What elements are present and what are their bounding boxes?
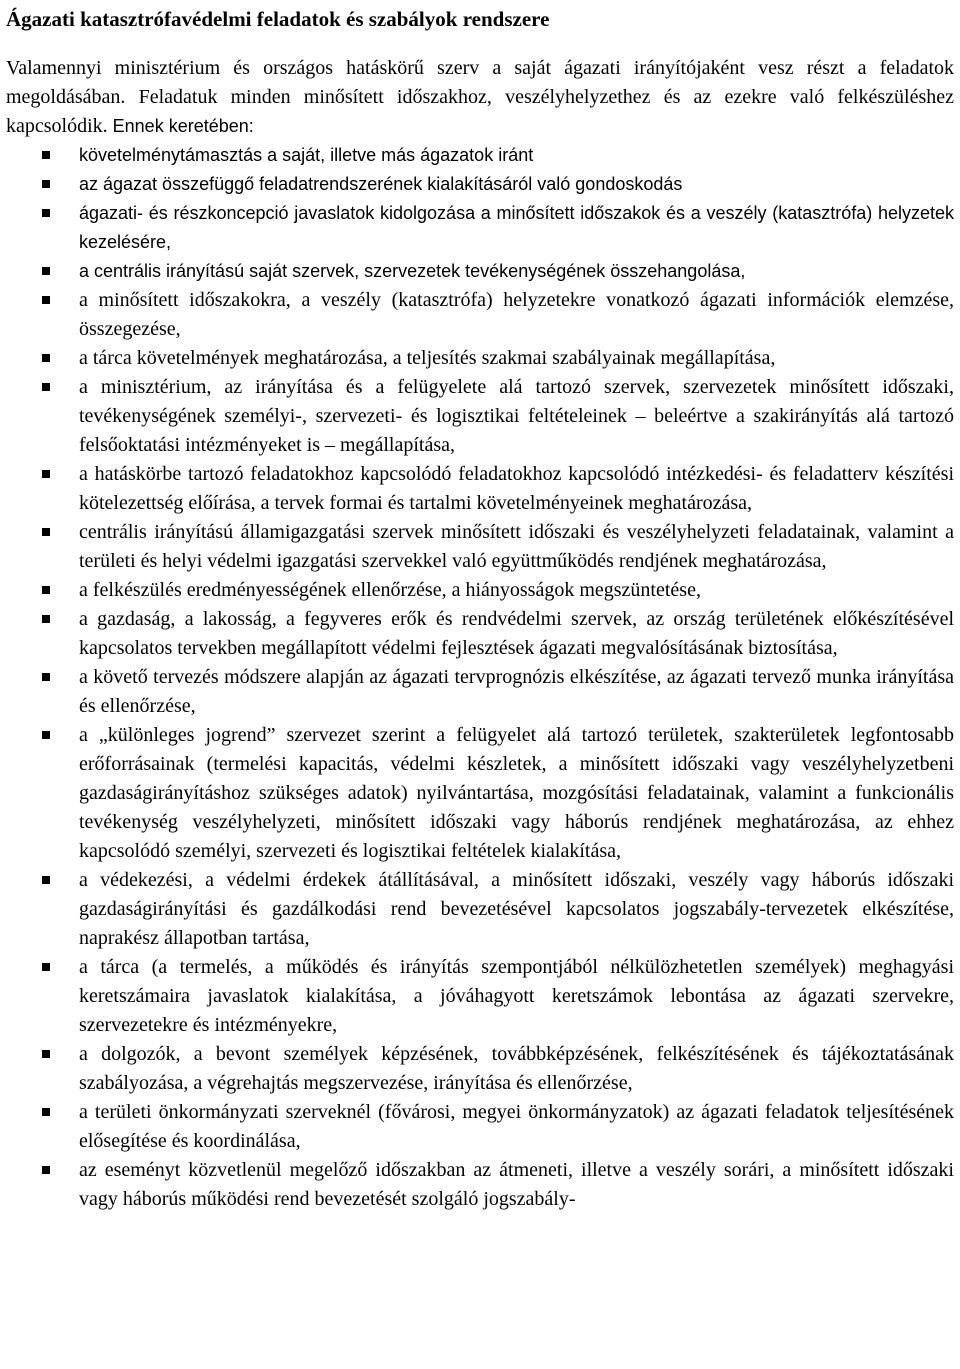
list-item-text: a felkészülés eredményességének ellenőrzése, a hiányosságok megszüntetése, bbox=[79, 579, 701, 601]
list-item-text: a dolgozók, a bevont személyek képzésének, továbbképzésének, felkészítésének és tájékoztatásának szabályozása, a végrehajtás megszervezése, irányítása és ellenőrzése, bbox=[79, 1043, 954, 1094]
square-bullet-icon bbox=[42, 963, 50, 971]
list-item bbox=[6, 866, 954, 953]
list-item bbox=[6, 257, 954, 286]
list-item bbox=[6, 286, 954, 344]
list-item bbox=[6, 663, 954, 721]
list-item bbox=[6, 199, 954, 257]
square-bullet-icon bbox=[42, 876, 50, 884]
square-bullet-icon bbox=[42, 1108, 50, 1116]
square-bullet-icon bbox=[42, 673, 50, 681]
list-item-text: a tárca (a termelés, a működés és irányítás szempontjából nélkülözhetetlen személyek) meghagyási keretszámaira javaslatok kialakítása, a jóváhagyott keretszámok lebontása az ágazati szervekre, szervezetekre és intézményekre, bbox=[79, 956, 954, 1036]
list-item-text: ágazati- és részkoncepció javaslatok kidolgozása a minősített időszakok és a veszély (katasztrófa) helyzetek kezelésére, bbox=[79, 203, 954, 252]
list-item bbox=[6, 460, 954, 518]
list-item bbox=[6, 605, 954, 663]
square-bullet-icon bbox=[42, 383, 50, 391]
square-bullet-icon bbox=[42, 528, 50, 536]
document-title: Ágazati katasztrófavédelmi feladatok és szabályok rendszere bbox=[6, 7, 550, 31]
list-item bbox=[6, 344, 954, 373]
list-item-text: a minisztérium, az irányítása és a felügyelete alá tartozó szervek, szervezetek minősített időszaki, tevékenységének személyi-, szervezeti- és logisztikai feltételeinek – beleértve a szakirányítás alá tartozó felsőoktatási intézményeket is – megállapítása, bbox=[79, 376, 954, 456]
list-item-text: a gazdaság, a lakosság, a fegyveres erők és rendvédelmi szervek, az ország területének előkészítésével kapcsolatos tervekben megállapított védelmi fejlesztések ágazati megvalósításának biztosítása, bbox=[79, 608, 954, 659]
task-list bbox=[6, 141, 954, 1214]
list-item bbox=[6, 170, 954, 199]
square-bullet-icon bbox=[42, 296, 50, 304]
square-bullet-icon bbox=[42, 151, 50, 159]
list-item-text: a hatáskörbe tartozó feladatokhoz kapcsolódó feladatokhoz kapcsolódó intézkedési- és feladatterv készítési kötelezettség előírása, a tervek formai és tartalmi követelményeinek meghatározása, bbox=[79, 463, 954, 514]
intro-text: Valamennyi minisztérium és országos hatáskörű szerv a saját ágazati irányítójaként vesz részt a feladatok megoldásában. Feladatuk minden minősített időszakhoz, veszélyhelyzethez és az ezekre való felkészüléshez kapcsolódik. bbox=[6, 57, 954, 137]
list-item-text: a területi önkormányzati szerveknél (fővárosi, megyei önkormányzatok) az ágazati feladatok teljesítésének elősegítése és koordinálása, bbox=[79, 1101, 954, 1152]
square-bullet-icon bbox=[42, 586, 50, 594]
square-bullet-icon bbox=[42, 470, 50, 478]
list-item-text: az eseményt közvetlenül megelőző időszakban az átmeneti, illetve a veszély sorári, a minősített időszaki vagy háborús működési rend bevezetését szolgáló jogszabály- bbox=[79, 1159, 954, 1210]
square-bullet-icon bbox=[42, 731, 50, 739]
list-item-text: centrális irányítású államigazgatási szervek minősített időszaki és veszélyhelyzeti feladatainak, valamint a területi és helyi védelmi igazgatási szervekkel való együttműködés rendjének meghatározása, bbox=[79, 521, 954, 572]
list-item bbox=[6, 721, 954, 866]
list-item bbox=[6, 373, 954, 460]
intro-paragraph bbox=[6, 54, 954, 141]
list-item-text: a tárca követelmények meghatározása, a teljesítés szakmai szabályainak megállapítása, bbox=[79, 347, 776, 369]
list-item-text: a védekezési, a védelmi érdekek átállításával, a minősített időszaki, veszély vagy háborús időszaki gazdaságirányítási és gazdálkodási rend bevezetésével kapcsolatos jogszabály-tervezetek elkészítése, naprakész állapotban tartása, bbox=[79, 869, 954, 949]
list-item bbox=[6, 1098, 954, 1156]
square-bullet-icon bbox=[42, 354, 50, 362]
list-item bbox=[6, 141, 954, 170]
intro-tail-text: Ennek keretében: bbox=[112, 116, 254, 136]
square-bullet-icon bbox=[42, 1166, 50, 1174]
list-item bbox=[6, 576, 954, 605]
square-bullet-icon bbox=[42, 1050, 50, 1058]
list-item-text: követelménytámasztás a saját, illetve más ágazatok iránt bbox=[79, 145, 534, 165]
list-item-text: a „különleges jogrend” szervezet szerint a felügyelet alá tartozó területek, szakterületek legfontosabb erőforrásainak (termelési kapacitás, védelmi készletek, a minősített időszaki vagy veszélyhelyzetbeni gazdaságirányításhoz szükséges adatok) nyilvántartása, mozgósítási feladatainak, valamint a funkcionális tevékenység veszélyhelyzeti, minősített időszaki vagy háborús rendjének meghatározása, az ehhez kapcsolódó személyi, szervezeti és logisztikai feltételek kialakítása, bbox=[79, 724, 954, 862]
list-item bbox=[6, 518, 954, 576]
list-item bbox=[6, 953, 954, 1040]
square-bullet-icon bbox=[42, 267, 50, 275]
list-item bbox=[6, 1040, 954, 1098]
square-bullet-icon bbox=[42, 615, 50, 623]
list-item-text: az ágazat összefüggő feladatrendszerének kialakításáról való gondoskodás bbox=[79, 174, 683, 194]
square-bullet-icon bbox=[42, 209, 50, 217]
list-item bbox=[6, 1156, 954, 1214]
list-item-text: a követő tervezés módszere alapján az ágazati tervprognózis elkészítése, az ágazati tervező munka irányítása és ellenőrzése, bbox=[79, 666, 954, 717]
list-item-text: a centrális irányítású saját szervek, szervezetek tevékenységének összehangolása, bbox=[79, 261, 746, 281]
list-item-text: a minősített időszakokra, a veszély (katasztrófa) helyzetekre vonatkozó ágazati információk elemzése, összegezése, bbox=[79, 289, 954, 340]
square-bullet-icon bbox=[42, 180, 50, 188]
